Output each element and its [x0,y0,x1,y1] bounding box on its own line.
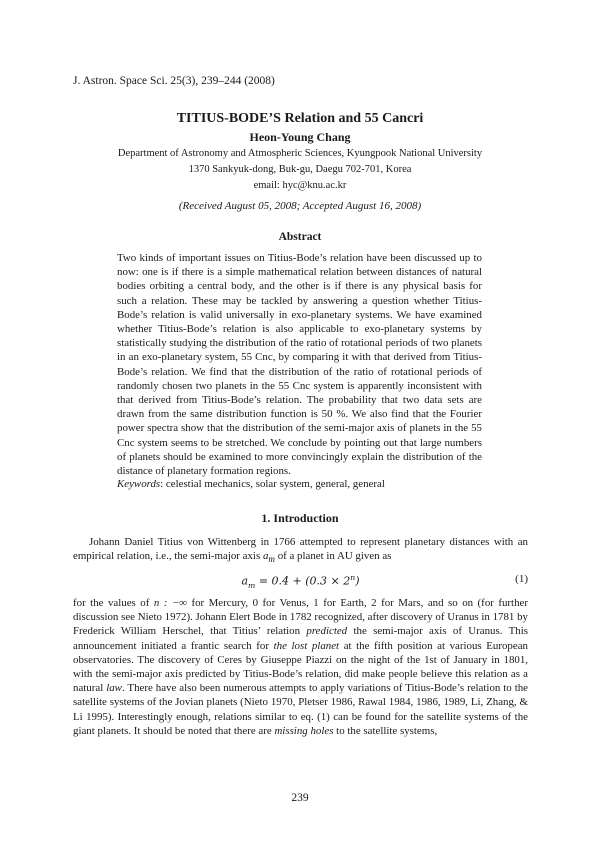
intro-paragraph-1 [73,535,528,567]
intro-text-1a: Johann Daniel Titius von Wittenberg in 1766 attempted to represent planetary distances with an empirical relation, i.e., the semi-major axis [73,536,528,563]
emph-predicted: predicted [306,625,348,638]
intro-text-2a: for the values of [73,597,150,609]
received-dates: (Received August 05, 2008; Accepted August 16, 2008) [178,200,422,212]
author-affiliation [0,146,600,194]
math-am: $a_m$ [262,550,275,565]
keywords [117,478,517,490]
page-number: 239 [291,792,309,804]
author-name: Heon-Young Chang [249,130,351,144]
keywords-label: Keywords [117,478,161,490]
equation-1 [73,573,528,589]
affiliation-line-2: 1370 Sankyuk-dong, Buk-gu, Daegu 702-701, Korea [188,164,412,175]
equation-body: $a_m = 0.4 + (0.3 \times 2^n)$ [241,573,360,590]
math-n-infinity: n : −∞ [153,597,187,609]
author-email: email: hyc@knu.ac.kr [253,180,347,191]
equation-number: (1) [515,573,528,585]
emph-law: law [106,682,122,695]
intro-text-2c: the semi-major axis of Uranus. This announcement initiated a frantic search for [73,625,528,652]
affiliation-line-1: Department of Astronomy and Atmospheric Sciences, Kyungpook National University [117,148,483,159]
paper-title: TITIUS-BODE’S Relation and 55 Cancri [176,111,424,126]
abstract-text: Two kinds of important issues on Titius-Bode’s relation have been discussed up to now: one is if there is a simple mathematical relation between distances of natural bodies orbiting a central body, and the other is if there is any physical basis for such a relation. These may be tackled by answering a question whether Titius-Bode’s relation is valid universally in exo-planetary systems. We have examined whether Titius-Bode’s relation is also applicable to exo-planetary systems by statistically studying the distribution of the ratio of rotational periods of two planets in an exo-planetary system, 55 Cnc, by comparing it with that derived from Titius-Bode’s relation. We find that the distribution of the ratio of rotational periods of randomly chosen two planets in the 55 Cnc system is apparently inconsistent with that derived from Titius-Bode’s relation. The probability that two data sets are drawn from the same distribution function is 50 %. We also find that the Fourier power spectra show that the distribution of the semi-major axis of planets in the 55 Cnc system seems to be stretched. We conclude by pointing out that large numbers of planets should be examined to more convincingly explain the distribution of the distance of planetary formation regions. [117,252,482,478]
section-heading: 1. Introduction [261,511,339,525]
journal-citation: J. Astron. Space Sci. 25(3), 239–244 (2008) [73,75,275,87]
intro-text-2e: . There have also been numerous attempts to apply variations of Titius-Bode’s relation to the satellite systems of the Jovian planets (Nieto 1970, Pletser 1986, Rawal 1984, 1986, 1989, Li, Zhang, & Li 1995). Interestingly enough, relations similar to eq. (1) can be found for the satellite systems of the giant planets. It should be noted that there are [73,682,528,737]
keywords-text: : celestial mechanics, solar system, general, general [160,478,385,490]
intro-text-1b: of a planet in AU given as [277,550,392,563]
intro-paragraph-2 [73,596,528,738]
intro-text-2f: to the satellite systems, [336,724,438,737]
emph-lost-planet: the lost planet [273,639,340,652]
abstract-heading: Abstract [278,231,322,243]
intro-text-2b: for Mercury, 0 for Venus, 1 for Earth, 2 for Mars, and so on (for further discussion see Nieto 1972). Johann Elert Bode in 1782 recognized, after discovery of Uranus in 1781 by Frederick William Herschel, that Titius’ relation [73,597,528,638]
intro-text-2d: at the fifth position at various European observatories. The discovery of Ceres by Giuseppe Piazzi on the night of the 1st of January in 1801, with the semi-major axis predicted by Titius-Bode’s relation, did make people believe this relation as a natural [73,639,528,695]
emph-missing-holes: missing holes [274,724,334,737]
